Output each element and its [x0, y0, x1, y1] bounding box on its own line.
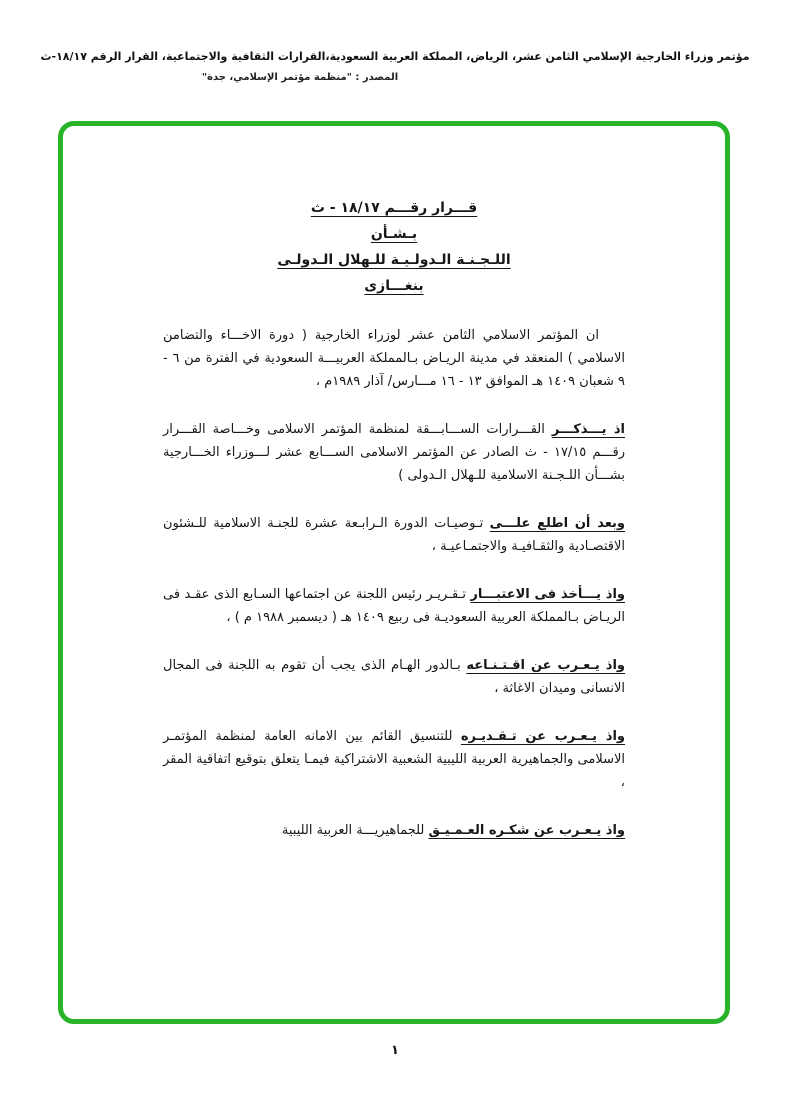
paragraph-lead: اذ يـــذكـــر: [551, 422, 625, 437]
paragraph-preamble: [163, 324, 625, 393]
paragraph-text: القـــرارات الســـابـــقة لمنظمة المؤتمر الاسلامى وخـــاصة القـــرار رقـــم ١٧/١٥ - ث الصادر عن المؤتمر الاسلامى الســـابع عشر لـــوزراء الخـــارجية بشـــأن اللـجـنة الاسلامية للـهلال الـدولى ): [163, 422, 625, 483]
title-regarding: [163, 226, 625, 242]
source-line: المصدر : "منظمة مؤتمر الإسلامي، جدة": [201, 72, 399, 83]
highlight-frame: [58, 121, 730, 1024]
paragraph-lead: واذ يـعـرب عن تـقـديـره: [460, 729, 626, 744]
title-location: [163, 278, 625, 294]
title-subject-text: اللـجـنـة الـدولـيـة للـهلال الـدولـى: [277, 252, 511, 268]
paragraph-expressing-conviction: [163, 654, 625, 700]
paragraph-text: ان المؤتمر الاسلامي الثامن عشر لوزراء الخارجية ( دورة الاخـــاء والتضامن الاسلامي ) المنعقد في مدينة الريـاض بـالمملكة العربيـــة السعودية في الفترة من ٦ - ٩ شعبان ١٤٠٩ هـ الموافق ١٣ - ١٦ مـــارس/ آذار ١٩٨٩م ،: [163, 328, 625, 389]
title-block: [163, 200, 625, 294]
paragraph-having-reviewed: [163, 512, 625, 558]
document-body: [163, 200, 625, 842]
header: [0, 50, 790, 83]
title-resolution-number-text: قـــرار رقـــم ١٨/١٧ - ث: [310, 200, 478, 216]
title-subject: [163, 252, 625, 268]
paragraph-text: بـالدور الهـام الذى يجب أن تقوم به اللجنة فى المجال الانسانى وميدان الاغاثة ،: [163, 658, 625, 696]
title-regarding-text: بـشـأن: [370, 226, 418, 242]
paragraph-lead: وبعد أن اطلع علـــى: [489, 516, 625, 531]
paragraph-expressing-appreciation: [163, 725, 625, 794]
paragraph-recalling: [163, 418, 625, 487]
paragraph-lead: واذ يـعـرب عن اقـتـنـاعه: [466, 658, 626, 673]
page-number: ١: [391, 1043, 399, 1058]
paragraph-text: للجماهيريـــة العربية الليبية: [281, 823, 425, 838]
paragraph-lead: واذ يـعـرب عن شكـره العـمـيـق: [428, 823, 625, 838]
paragraphs: [163, 324, 625, 842]
paragraph-lead: واذ يـــأخذ فى الاعتبـــار: [470, 587, 625, 602]
paragraph-expressing-thanks: [163, 819, 625, 842]
paragraph-text: تـقـريـر رئيس اللجنة عن اجتماعها السـابع الذى عقـد فى الريـاض بـالمملكة العربية السعوديـة فى ربيع ١٤٠٩ هـ ( ديسمبر ١٩٨٨ م ) ،: [163, 587, 625, 625]
paragraph-text: للتنسيق القائم بين الامانه العامة لمنظمة المؤتمـر الاسلامى والجماهيرية العربية الليبية الشعبية الاشتراكية فيمـا يتعلق بتوقيع اتفاقية المقر ،: [163, 729, 625, 790]
paragraph-text: تـوصيـات الدورة الـرابـعة عشرة للجنـة الاسلامية للـشئون الاقتصـادية والثقـافيـة والاجتمـاعيـة ،: [163, 516, 625, 554]
title-location-text: بنغـــازى: [364, 278, 424, 294]
paragraph-taking-into-account: [163, 583, 625, 629]
document-citation: مؤتمر وزراء الخارجية الإسلامي الثامن عشر، الرياض، المملكة العربية السعودية،القرارات الثقافية والاجتماعية، القرار الرقم ١٨/١٧-ث: [40, 50, 750, 63]
title-resolution-number: [163, 200, 625, 216]
